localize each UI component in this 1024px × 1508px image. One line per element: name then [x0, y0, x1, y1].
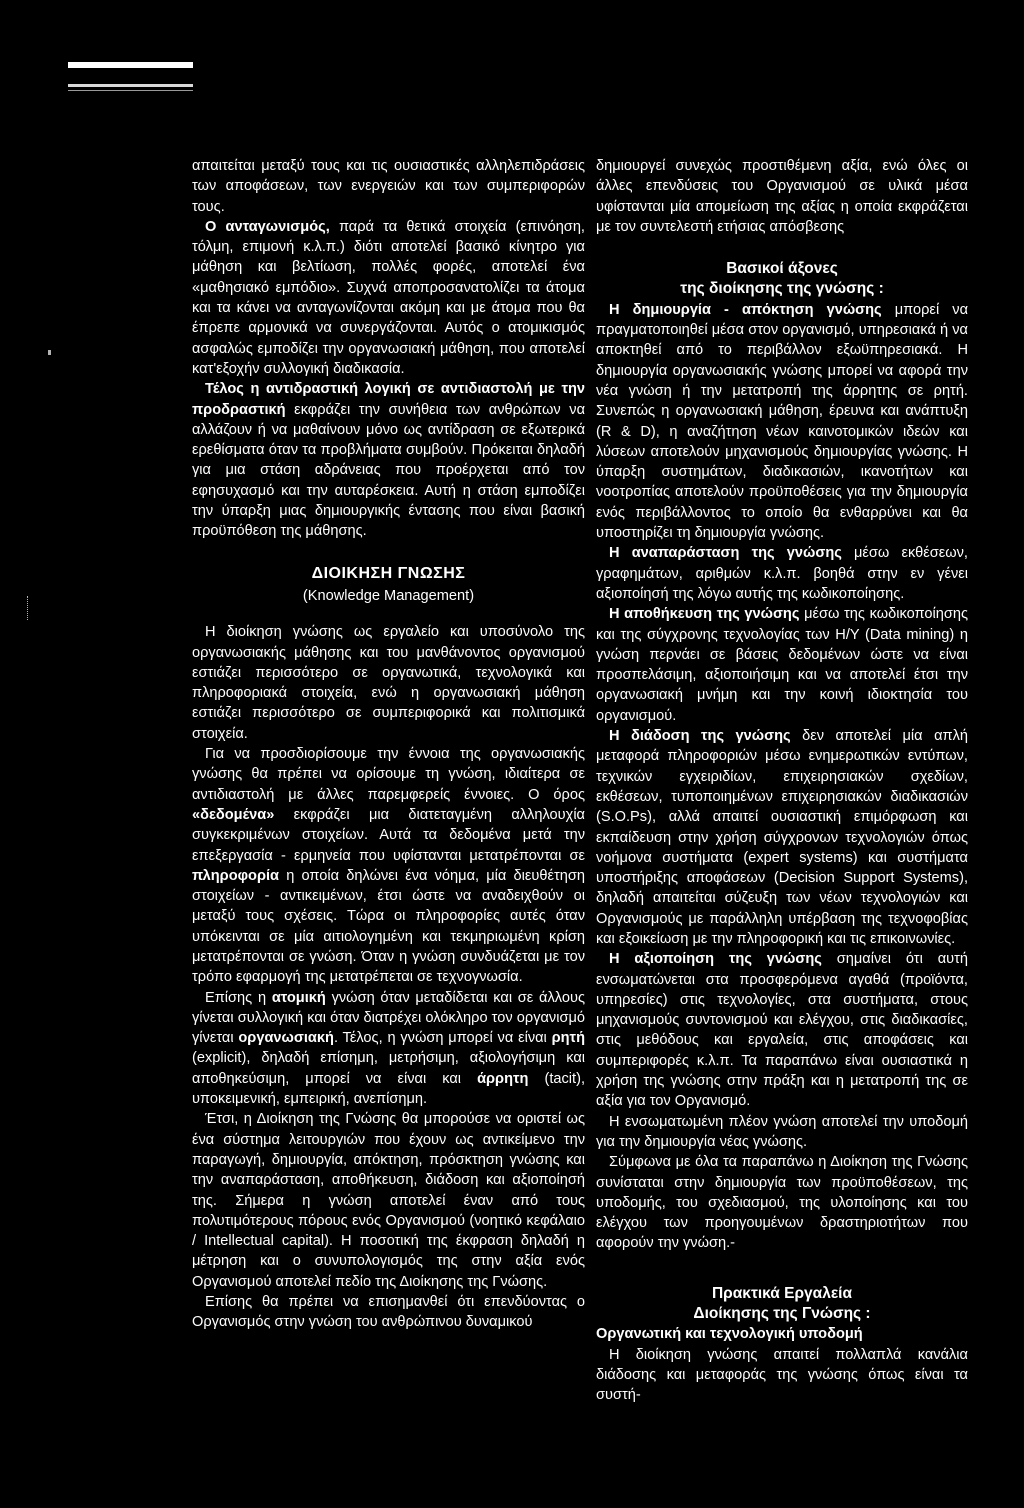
paragraph-text: μέσω της κωδικοποίησης και της σύγχρονης τεχνολογίας των Η/Υ (Data mining) η γνώση περνάει σε βάσεις δεδομένων ώστε να είναι προσπελάσιμη, αξιοποιήσιμη και να αποτελεί έτσι την οργανωσιακή μνήμη και την κοινή ιδιοκτησία του οργανισμού.: [596, 606, 968, 724]
term-exploitation: Η αξιοποίηση της γνώσης: [609, 951, 822, 968]
heading-basic-axes: Βασικοί άξονες: [726, 260, 838, 278]
paragraph-representation: [596, 543, 968, 604]
paragraph-text: παρά τα θετικά στοιχεία (επινόηση, τόλμη, επιμονή κ.λ.π.) διότι αποτελεί βασικό κίνητρο για μάθηση και βελτίωση, πολλές φορές, αποτελεί ένα «μαθησιακό εμπόδιο». Συχνά αποπροσανατολίζει τα άτομα και τα κάνει να ανταγωνίζονται ακόμη και με άτομα που θα έπρεπε αρμονικά να συνεργάζονται. Αυτός ο ατομικισμός ασφαλώς εμποδίζει την οργανωσιακή μάθηση, που αποτελεί κατ'εξοχήν συλλογική διαδικασία.: [192, 218, 585, 377]
margin-mark: [48, 350, 51, 355]
paragraph-text: μέσω εκθέσεων, γραφημάτων, αριθμών κ.λ.π. βοηθά στην εν γένει αξιοποίησή της λόγω αυτής της κωδικοποίησης.: [596, 545, 968, 602]
term-storage: Η αποθήκευση της γνώσης: [609, 606, 800, 623]
paragraph-exploitation: [596, 949, 968, 1111]
right-column: [596, 156, 968, 1406]
paragraph-channels: Η διοίκηση γνώσης απαιτεί πολλαπλά κανάλια διάδοσης και μεταφοράς της γνώσης όπως είναι τα συστή-: [596, 1346, 968, 1404]
paragraph-embedded: Η ενσωματωμένη πλέον γνώση αποτελεί την υποδομή για την δημιουργία νέας γνώσης.: [596, 1113, 968, 1150]
term-representation: Η αναπαράσταση της γνώσης: [609, 545, 842, 562]
paragraph-diffusion: [596, 726, 968, 949]
term-organizational: οργανωσιακή: [238, 1030, 334, 1047]
term-individual: ατομική: [271, 989, 326, 1006]
term-diffusion: Η διάδοση της γνώσης: [609, 728, 791, 745]
term-explicit: ρητή: [551, 1030, 585, 1047]
paragraph-added-value: δημιουργεί συνεχώς προστιθέμενη αξία, ενώ όλες οι άλλες επενδύσεις του Οργανισμού σε υλικά μέσα υφίστανται μία απομείωση της αξίας η οποία εκφράζεται με τον συντελεστή ετήσιας απόσβεσης: [596, 158, 968, 235]
paragraph-storage: [596, 604, 968, 726]
term-information: πληροφορία: [192, 867, 280, 884]
paragraph-text: δεν αποτελεί μία απλή μεταφορά πληροφοριών μέσω ενημερωτικών εντύπων, τεχνικών εγχειριδίων, επιχειρησιακών σχεδίων, εκθέσεων, τυποποιημένων επιχειρησιακών διαδικασιών (S.O.Ps), αλλά απαιτεί ουσιαστική επιμόρφωση και εκπαίδευση στην χρήση σύγχρονων τεχνολογιών όπως νοήμονα συστήματα (expert systems) και συστήματα υποστήριξης αποφάσεων (Decision Support Systems), δηλαδή απαιτείται σύζευξη των νέων τεχνολογιών και Οργανισμούς με παράλληλη υπέρβαση της τεχνοφοβίας και εξοικείωση με την πληροφορική και τις επικοινωνίες.: [596, 728, 968, 947]
header-rule-top: [68, 62, 193, 68]
paragraph-reactive: [192, 379, 585, 541]
paragraph-text: . Τέλος, η γνώση μπορεί να είναι: [333, 1030, 552, 1047]
paragraph-text: (tacit), υποκειμενική, εμπειρική, ανεπίσημη.: [192, 1070, 585, 1108]
term-competition: Ο ανταγωνισμός,: [205, 218, 330, 235]
heading-practical-tools-line2: Διοίκησης της Γνώσης :: [693, 1305, 871, 1323]
paragraph-text: Επίσης η: [205, 989, 272, 1006]
heading-basic-axes-line2: της διοίκησης της γνώσης :: [680, 280, 884, 298]
paragraph-km-system: Έτσι, η Διοίκηση της Γνώσης θα μπορούσε να οριστεί ως ένα σύστημα λειτουργιών που έχουν ως αντικείμενο την παραγωγή, δημιουργία, απόκτηση, πρόσκτηση γνώσης και την αναπαράσταση, αποθήκευση, διάδοση και αξιοποίησή της. Σήμερα η γνώση αποτελεί έναν από τους πολυτιμότερους πόρους ενός Οργανισμού (νοητικό κεφάλαιο / Intellectual capital). Η ποσοτική της έκφραση δηλαδή η μέτρηση και ο συνυπολογισμός της στην αξία ενός Οργανισμού αποτελεί πεδίο της Διοίκησης της Γνώσης.: [192, 1111, 585, 1290]
paragraph-text: εκφράζει μια διατεταγμένη αλληλουχία συγκεκριμένων στοιχείων. Αυτά τα δεδομένα μετά την επεξεργασία - ερμηνεία που υφίστανται μετατρέπονται σε: [192, 806, 585, 864]
term-reactive-logic: Τέλος η αντιδραστική λογική σε αντιδιαστολή με την προδραστική: [192, 381, 585, 418]
margin-dots: [27, 596, 29, 620]
paragraph-text: γνώση όταν μεταδίδεται και σε άλλους γίνεται συλλογική και όταν διατρέχει ολόκληρο τον οργανισμό γίνεται: [192, 989, 585, 1047]
paragraph-text: (explicit), δηλαδή επίσημη, μετρήσιμη, αξιολογήσιμη και αποθηκεύσιμη, μπορεί να είναι και: [192, 1050, 585, 1087]
paragraph-investment: Επίσης θα πρέπει να επισημανθεί ότι επενδύοντας ο Οργανισμός στην γνώση του ανθρώπινου δυναμικού: [192, 1294, 585, 1331]
heading-practical-tools: Πρακτικά Εργαλεία: [711, 1284, 853, 1302]
paragraph-text: σημαίνει ότι αυτή ενσωματώνεται στα προσφερόμενα αγαθά (προϊόντα, υπηρεσίες) στις τεχνολογίες, στα συστήματα, στους μηχανισμούς συντονισμού και ελέγχου, στις διαδικασίες, στις μεθόδους και εργαλεία, στις αποφάσεις και συμπεριφορές κ.λ.π. Τα παραπάνω είναι ουσιαστικά η χρήση της γνώσης στην πράξη και η μετατροπή της σε αξία για τον Οργανισμό.: [596, 951, 968, 1110]
term-tacit: άρρητη: [477, 1070, 529, 1087]
paragraph-text: εκφράζει την συνήθεια των ανθρώπων να αλλάζουν ή να μαθαίνουν μόνο ως αντίδραση σε εξωτερικά ερεθίσματα όταν τα προβλήματα συμβούν. Πρόκειται δηλαδή για μια στάση αδράνειας που προέρχεται από τον εφησυχασμό και την αυταρέσκεια. Αυτή η στάση εμποδίζει την ύπαρξη μιας δημιουργικής έντασης που είναι βασική προϋπόθεση της μάθησης.: [192, 401, 585, 540]
paragraph-text: μπορεί να πραγματοποιηθεί μέσα στον οργανισμό, υπηρεσιακά ή να αποκτηθεί από το περιβάλλον εξωϋπηρεσιακά. Η δημιουργία οργανωσιακής γνώσης μπορεί να αφορά την νέα γνώση ή την μετατροπή της άρρητης σε ρητή. Συνεπώς η οργανωσιακή μάθηση, έρευνα και ανάπτυξη (R & D), η αναζήτηση νέων καινοτομικών ιδεών και λύσεων αποτελούν μηχανισμούς δημιουργίας γνώσης. Η ύπαρξη συστημάτων, διαδικασιών, ικανοτήτων και νοοτροπίας αποτελούν προϋποθέσεις για την δημιουργία ενός περιβάλλοντος το οποίο θα ενθαρρύνει και θα υποστηρίζει τη δημιουργία γνώσης.: [596, 301, 969, 542]
paragraph-summary: Σύμφωνα με όλα τα παραπάνω η Διοίκηση της Γνώσης συνίσταται στην δημιουργία των προϋποθέσεων, της υποδομής, του σχεδιασμού, της υλοποίησης και του ελέγχου των προηγουμένων δραστηριοτήτων που αφορούν την γνώση.-: [596, 1154, 968, 1252]
header-rule-bottom: [68, 90, 193, 91]
paragraph-km-definition: Η διοίκηση γνώσης ως εργαλείο και υποσύνολο της οργανωσιακής μάθησης και του μανθάνοντος οργανισμού εστιάζει περισσότερο σε οργανωτικά, τεχνολογικά και πληροφοριακά στοιχεία, ενώ η οργανωσιακή μάθηση εστιάζει περισσότερο σε συμπεριφορικά και πολιτισμικά στοιχεία.: [192, 624, 585, 742]
header-rule-middle: [68, 84, 193, 87]
section-title: ΔΙΟΙΚΗΣΗ ΓΝΩΣΗΣ: [311, 564, 466, 582]
left-column: [192, 156, 585, 1333]
paragraph-text: Για να προσδιορίσουμε την έννοια της οργανωσιακής γνώσης θα πρέπει να ορίσουμε τη γνώση, ιδιαίτερα σε αντιδιαστολή με άλλες παρεμφερείς έννοιες. Ο όρος: [192, 746, 585, 803]
section-subtitle: (Knowledge Management): [302, 587, 475, 604]
subheading-infrastructure: Οργανωτική και τεχνολογική υποδομή: [596, 1326, 863, 1343]
paragraph-competition: [192, 217, 585, 379]
term-creation: Η δημιουργία - απόκτηση γνώσης: [609, 301, 882, 318]
paragraph-intro: απαιτείται μεταξύ τους και τις ουσιαστικές αλληλεπιδράσεις των αποφάσεων, των ενεργειών και των συμπεριφορών τους.: [192, 158, 585, 215]
paragraph-text: η οποία δηλώνει ένα νόημα, μία διευθέτηση στοιχείων - αντικειμένων, έτσι ώστε να αναδειχθούν οι μεταξύ τους σχέσεις. Τώρα οι πληροφορίες αυτές όταν υπόκεινται σε μία αιτιολογημένη και τεκμηριωμένη κρίση μετατρέπονται σε γνώση. Όταν η γνώση συνδυάζεται με τον τρόπο εφαρμογή της μετατρέπεται σε τεχνογνωσία.: [192, 867, 585, 986]
paragraph-knowledge-types: [192, 988, 585, 1110]
paragraph-data-information: [192, 744, 585, 988]
paragraph-creation: [596, 300, 968, 544]
term-data: «δεδομένα»: [192, 806, 275, 823]
